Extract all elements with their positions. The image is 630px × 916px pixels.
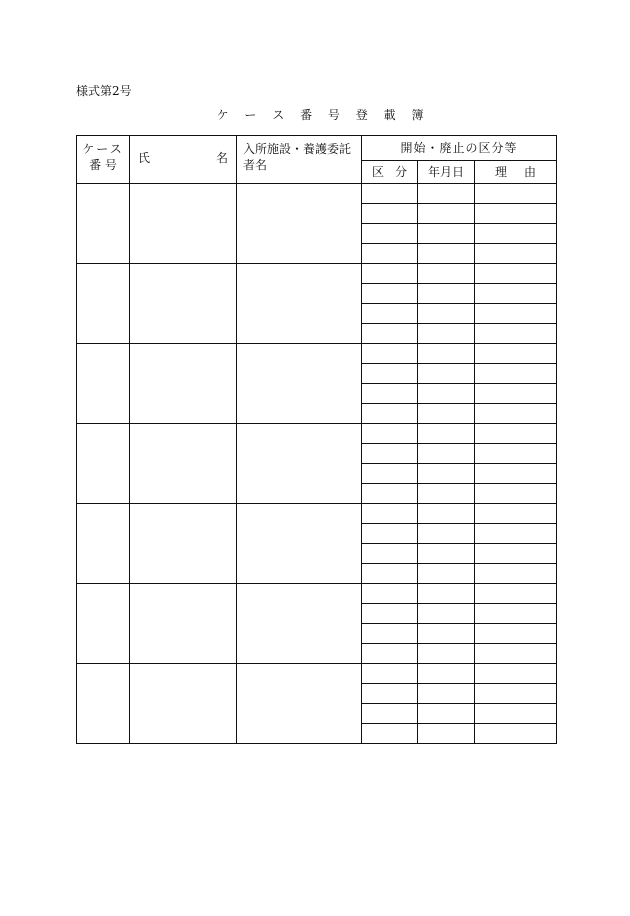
category-cell[interactable] bbox=[362, 484, 418, 504]
title-char: 号 bbox=[327, 108, 340, 122]
reason-cell[interactable] bbox=[475, 304, 557, 324]
category-cell[interactable] bbox=[362, 684, 418, 704]
form-number-label: 様式第2号 bbox=[76, 84, 132, 98]
case-number-cell[interactable] bbox=[77, 184, 130, 264]
reason-cell[interactable] bbox=[475, 424, 557, 444]
date-cell[interactable] bbox=[418, 484, 475, 504]
reason-cell[interactable] bbox=[475, 524, 557, 544]
date-cell[interactable] bbox=[418, 724, 475, 744]
header-case-char: 番 bbox=[89, 158, 102, 172]
facility-cell[interactable] bbox=[237, 344, 362, 424]
table-row bbox=[77, 424, 557, 444]
date-cell[interactable] bbox=[418, 524, 475, 544]
date-cell[interactable] bbox=[418, 644, 475, 664]
date-cell[interactable] bbox=[418, 344, 475, 364]
reason-cell[interactable] bbox=[475, 224, 557, 244]
table-row bbox=[77, 184, 557, 204]
date-cell[interactable] bbox=[418, 184, 475, 204]
case-number-cell[interactable] bbox=[77, 424, 130, 504]
register-body bbox=[77, 184, 557, 744]
date-cell[interactable] bbox=[418, 584, 475, 604]
category-cell[interactable] bbox=[362, 624, 418, 644]
category-cell[interactable] bbox=[362, 364, 418, 384]
category-cell[interactable] bbox=[362, 324, 418, 344]
case-number-cell[interactable] bbox=[77, 264, 130, 344]
header-start-end-group: 開始・廃止の区分等 bbox=[362, 136, 557, 161]
case-number-cell[interactable] bbox=[77, 504, 130, 584]
title-char: ー bbox=[244, 108, 257, 122]
date-cell[interactable] bbox=[418, 504, 475, 524]
category-cell[interactable] bbox=[362, 224, 418, 244]
category-cell[interactable] bbox=[362, 264, 418, 284]
date-cell[interactable] bbox=[418, 604, 475, 624]
reason-cell[interactable] bbox=[475, 504, 557, 524]
case-register-table bbox=[76, 135, 557, 744]
date-cell[interactable] bbox=[418, 204, 475, 224]
category-cell[interactable] bbox=[362, 424, 418, 444]
header-name-char: 名 bbox=[215, 151, 228, 165]
reason-cell[interactable] bbox=[475, 364, 557, 384]
category-cell[interactable] bbox=[362, 564, 418, 584]
header-category bbox=[362, 160, 418, 183]
date-cell[interactable] bbox=[418, 264, 475, 284]
date-cell[interactable] bbox=[418, 464, 475, 484]
category-cell[interactable] bbox=[362, 344, 418, 364]
date-cell[interactable] bbox=[418, 444, 475, 464]
table-row bbox=[77, 584, 557, 604]
header-facility-line1: 入所施設・養護委託 bbox=[243, 142, 352, 156]
date-cell[interactable] bbox=[418, 224, 475, 244]
date-cell[interactable] bbox=[418, 624, 475, 644]
name-cell[interactable] bbox=[130, 264, 237, 344]
case-number-cell[interactable] bbox=[77, 344, 130, 424]
category-cell[interactable] bbox=[362, 704, 418, 724]
reason-cell[interactable] bbox=[475, 444, 557, 464]
reason-cell[interactable] bbox=[475, 404, 557, 424]
header-name-char: 氏 bbox=[138, 151, 151, 165]
title-char: 番 bbox=[300, 108, 313, 122]
facility-cell[interactable] bbox=[237, 184, 362, 264]
header-category-char: 分 bbox=[394, 165, 407, 180]
date-cell[interactable] bbox=[418, 704, 475, 724]
date-cell[interactable] bbox=[418, 424, 475, 444]
date-cell[interactable] bbox=[418, 244, 475, 264]
facility-cell[interactable] bbox=[237, 424, 362, 504]
name-cell[interactable] bbox=[130, 504, 237, 584]
header-name bbox=[130, 136, 237, 184]
header-facility bbox=[237, 136, 362, 184]
reason-cell[interactable] bbox=[475, 184, 557, 204]
header-reason-char: 理 bbox=[495, 165, 508, 180]
reason-cell[interactable] bbox=[475, 704, 557, 724]
name-cell[interactable] bbox=[130, 184, 237, 264]
header-case-number bbox=[77, 136, 130, 184]
header-case-char: 号 bbox=[104, 158, 117, 172]
case-number-cell[interactable] bbox=[77, 664, 130, 744]
header-reason bbox=[475, 160, 557, 183]
header-category-char: 区 bbox=[372, 165, 385, 180]
category-cell[interactable] bbox=[362, 604, 418, 624]
facility-cell[interactable] bbox=[237, 504, 362, 584]
reason-cell[interactable] bbox=[475, 684, 557, 704]
facility-cell[interactable] bbox=[237, 584, 362, 664]
date-cell[interactable] bbox=[418, 664, 475, 684]
reason-cell[interactable] bbox=[475, 604, 557, 624]
reason-cell[interactable] bbox=[475, 544, 557, 564]
name-cell[interactable] bbox=[130, 584, 237, 664]
table-row bbox=[77, 264, 557, 284]
document-title bbox=[0, 107, 630, 123]
category-cell[interactable] bbox=[362, 244, 418, 264]
category-cell[interactable] bbox=[362, 284, 418, 304]
date-cell[interactable] bbox=[418, 544, 475, 564]
reason-cell[interactable] bbox=[475, 264, 557, 284]
reason-cell[interactable] bbox=[475, 624, 557, 644]
case-number-cell[interactable] bbox=[77, 584, 130, 664]
category-cell[interactable] bbox=[362, 464, 418, 484]
category-cell[interactable] bbox=[362, 404, 418, 424]
date-cell[interactable] bbox=[418, 364, 475, 384]
table-row bbox=[77, 504, 557, 524]
category-cell[interactable] bbox=[362, 184, 418, 204]
date-cell[interactable] bbox=[418, 384, 475, 404]
date-cell[interactable] bbox=[418, 304, 475, 324]
reason-cell[interactable] bbox=[475, 244, 557, 264]
title-char: 登 bbox=[355, 108, 368, 122]
category-cell[interactable] bbox=[362, 664, 418, 684]
category-cell[interactable] bbox=[362, 584, 418, 604]
reason-cell[interactable] bbox=[475, 204, 557, 224]
header-case-line2 bbox=[77, 157, 129, 173]
date-cell[interactable] bbox=[418, 324, 475, 344]
reason-cell[interactable] bbox=[475, 664, 557, 684]
date-cell[interactable] bbox=[418, 684, 475, 704]
reason-cell[interactable] bbox=[475, 464, 557, 484]
reason-cell[interactable] bbox=[475, 484, 557, 504]
date-cell[interactable] bbox=[418, 404, 475, 424]
category-cell[interactable] bbox=[362, 304, 418, 324]
reason-cell[interactable] bbox=[475, 564, 557, 584]
name-cell[interactable] bbox=[130, 424, 237, 504]
category-cell[interactable] bbox=[362, 444, 418, 464]
reason-cell[interactable] bbox=[475, 584, 557, 604]
header-reason-char: 由 bbox=[524, 165, 537, 180]
category-cell[interactable] bbox=[362, 204, 418, 224]
title-char: ス bbox=[272, 108, 285, 122]
table-row bbox=[77, 664, 557, 684]
reason-cell[interactable] bbox=[475, 384, 557, 404]
date-cell[interactable] bbox=[418, 564, 475, 584]
facility-cell[interactable] bbox=[237, 664, 362, 744]
name-cell[interactable] bbox=[130, 344, 237, 424]
category-cell[interactable] bbox=[362, 544, 418, 564]
category-cell[interactable] bbox=[362, 644, 418, 664]
title-char: 載 bbox=[383, 108, 396, 122]
reason-cell[interactable] bbox=[475, 724, 557, 744]
category-cell[interactable] bbox=[362, 724, 418, 744]
header-date: 年月日 bbox=[418, 160, 475, 183]
table-row bbox=[77, 344, 557, 364]
reason-cell[interactable] bbox=[475, 344, 557, 364]
reason-cell[interactable] bbox=[475, 324, 557, 344]
name-cell[interactable] bbox=[130, 664, 237, 744]
date-cell[interactable] bbox=[418, 284, 475, 304]
reason-cell[interactable] bbox=[475, 284, 557, 304]
header-facility-line2: 者名 bbox=[243, 158, 268, 172]
title-char: ケ bbox=[216, 108, 229, 122]
category-cell[interactable] bbox=[362, 524, 418, 544]
reason-cell[interactable] bbox=[475, 644, 557, 664]
category-cell[interactable] bbox=[362, 384, 418, 404]
category-cell[interactable] bbox=[362, 504, 418, 524]
facility-cell[interactable] bbox=[237, 264, 362, 344]
header-case-line1: ケース bbox=[82, 142, 124, 156]
title-char: 簿 bbox=[411, 108, 424, 122]
